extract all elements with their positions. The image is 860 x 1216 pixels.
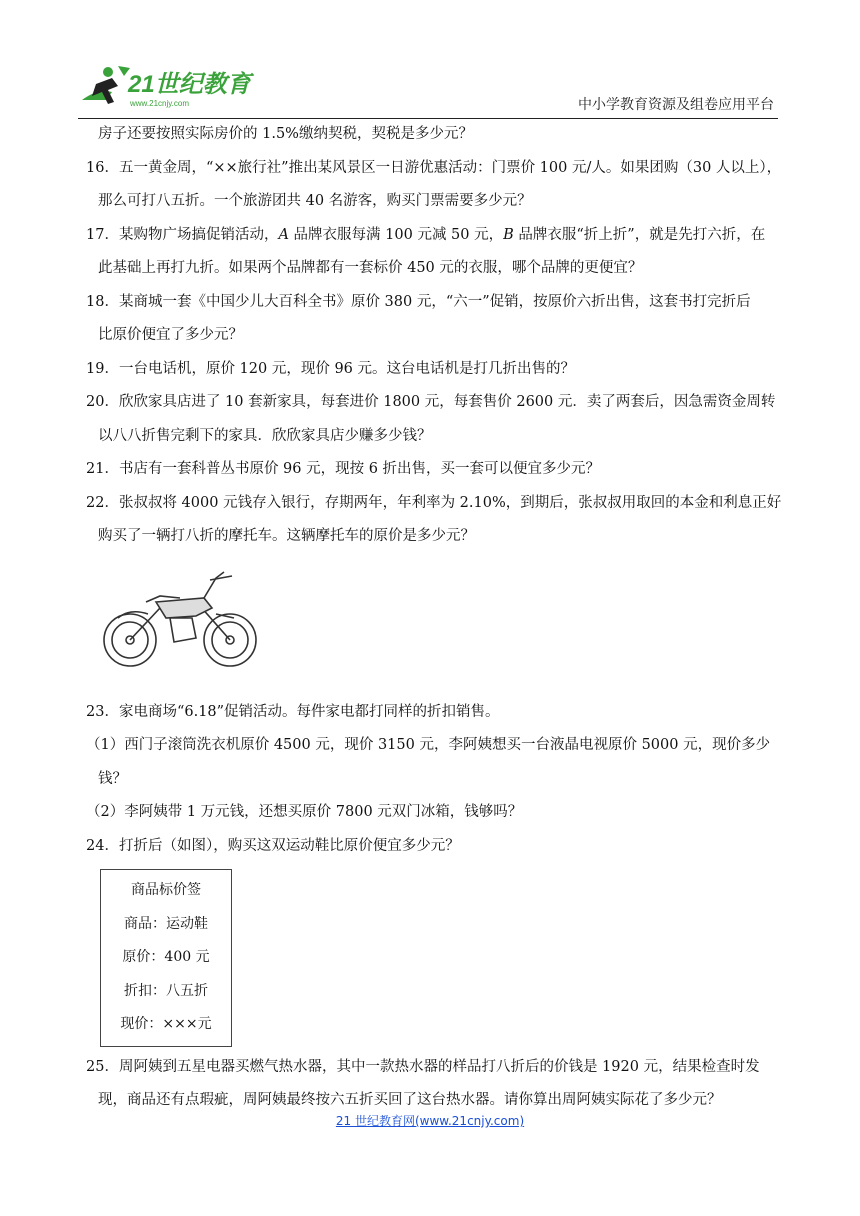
q15-continuation: 房子还要按照实际房价的 1.5%缴纳契税，契税是多少元？ — [98, 126, 473, 142]
q17-text-2: 品牌衣服每满 100 元减 50 元， — [288, 226, 504, 243]
question-list — [78, 118, 782, 1118]
motorcycle-image — [100, 558, 778, 690]
q25-line1: 25．周阿姨到五星电器买燃气热水器，其中一款热水器的样品打八折后的价钱是 1920 元，结果检查时发 — [86, 1058, 760, 1075]
q17-brand-b: B — [503, 226, 514, 243]
price-tag-discount: 折扣：八五折 — [124, 982, 208, 999]
price-tag — [100, 869, 232, 1047]
logo-text: 21世纪教育 — [128, 71, 251, 98]
footer-link[interactable]: 21 世纪教育网(www.21cnjy.com) — [335, 1114, 525, 1128]
q16-line2: 那么可打八五折。一个旅游团共 40 名游客，购买门票需要多少元？ — [98, 193, 532, 209]
q22-line1: 22．张叔叔将 4000 元钱存入银行，存期两年，年利率为 2.10%，到期后，张叔叔用取回的本金和利息正好 — [86, 494, 782, 511]
q24-line: 24．打折后（如图），购买这双运动鞋比原价便宜多少元？ — [86, 837, 460, 854]
q23-part1-line1: （1）西门子滚筒洗衣机原价 4500 元，现价 3150 元，李阿姨想买一台液晶电视原价 5000 元，现价多少 — [86, 737, 771, 753]
q17-brand-a: A — [278, 226, 289, 243]
q18-line2: 比原价便宜了多少元？ — [98, 327, 243, 343]
q22-line2: 购买了一辆打八折的摩托车。这辆摩托车的原价是多少元？ — [98, 528, 475, 544]
logo-subtext: www.21cnjy.com — [130, 99, 189, 108]
price-tag-current: 现价：×××元 — [120, 1016, 212, 1033]
q20-line1: 20．欣欣家具店进了 10 套新家具，每套进价 1800 元，每套售价 2600 元．卖了两套后，因急需资金周转 — [86, 394, 776, 410]
q19-line: 19．一台电话机，原价 120 元，现价 96 元。这台电话机是打几折出售的？ — [86, 360, 576, 377]
q23-part2-line: （2）李阿姨带 1 万元钱，还想买原价 7800 元双门冰箱，钱够吗？ — [86, 804, 523, 820]
q17-text-1: 17．某购物广场搞促销活动， — [86, 226, 279, 243]
q17-line2: 此基础上再打九折。如果两个品牌都有一套标价 450 元的衣服，哪个品牌的更便宜？ — [98, 260, 643, 276]
q23-line: 23．家电商场“6.18”促销活动。每件家电都打同样的折扣销售。 — [86, 703, 500, 720]
q20-line2: 以八八折售完剩下的家具．欣欣家具店少赚多少钱？ — [98, 427, 432, 444]
q21-line: 21．书店有一套科普丛书原价 96 元，现按 6 折出售，买一套可以便宜多少元？ — [86, 461, 601, 477]
page-header — [78, 62, 778, 119]
logo-graphic — [78, 62, 278, 112]
q25-line2: 现，商品还有点瑕疵，周阿姨最终按六五折买回了这台热水器。请你算出周阿姨实际花了多少元？ — [98, 1092, 722, 1109]
price-tag-item: 商品：运动鞋 — [124, 915, 208, 932]
q17-line1 — [78, 219, 778, 253]
price-tag-original: 原价：400 元 — [122, 949, 210, 966]
q16-line1: 16．五一黄金周，“××旅行社”推出某风景区一日游优惠活动：门票价 100 元/人。如果团购（30 人以上）， — [86, 159, 782, 176]
platform-name: 中小学教育资源及组卷应用平台 — [578, 97, 774, 113]
price-tag-title: 商品标价签 — [131, 882, 201, 898]
q17-text-3: 品牌衣服“折上折”，就是先打六折，在 — [513, 226, 766, 243]
q18-line1: 18．某商城一套《中国少儿大百科全书》原价 380 元，“六一”促销，按原价六折出售，这套书打完折后 — [86, 293, 751, 310]
site-logo[interactable] — [78, 62, 278, 112]
q23-part1-line2: 钱？ — [98, 770, 127, 787]
